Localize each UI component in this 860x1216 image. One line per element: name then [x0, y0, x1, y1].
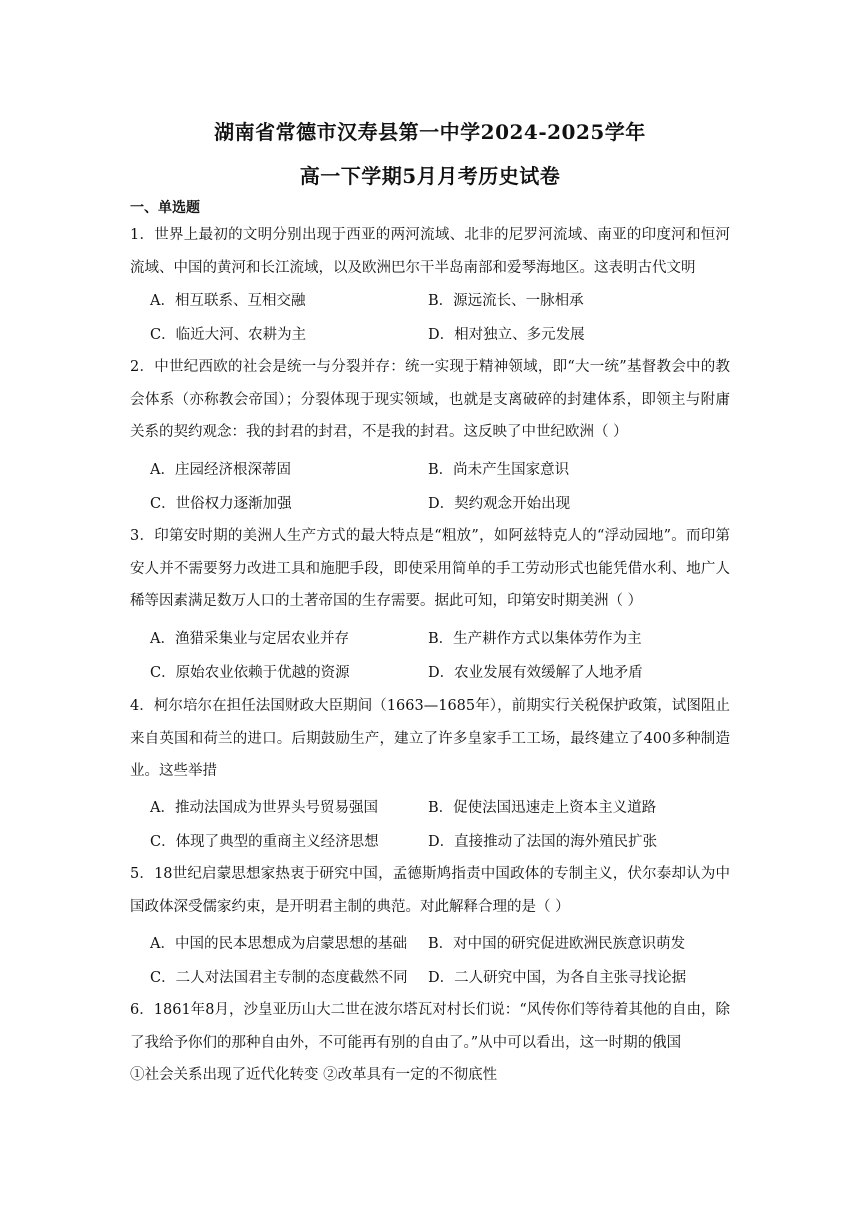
question-2-options — [150, 453, 740, 521]
option-a: A．庄园经济根深蒂固 — [150, 462, 291, 478]
option-b: B．对中国的研究促进欧洲民族意识萌发 — [428, 936, 686, 952]
option-b: B．生产耕作方式以集体劳作为主 — [428, 631, 642, 647]
question-4-stem: 4．柯尔培尔在担任法国财政大臣期间（1663—1685年），前期实行关税保护政策，试图阻止来自英国和荷兰的进口。后期鼓励生产，建立了许多皇家手工工场，最终建立了400多种制造业。这些举措 — [130, 698, 730, 779]
option-c: C．原始农业依赖于优越的资源 — [150, 665, 350, 681]
option-b: B．尚未产生国家意识 — [428, 462, 570, 478]
question-3-options — [150, 622, 740, 690]
question-3-stem: 3．印第安时期的美洲人生产方式的最大特点是“粗放”，如阿兹特克人的“浮动园地”。而印第安人并不需要努力改进工具和施肥手段，即使采用简单的手工劳动形式也能凭借水利、地广人稀等因素满足数万人口的土著帝国的生存需要。据此可知，印第安时期美洲（ ） — [130, 528, 730, 609]
exam-title-line2: 高一下学期5月月考历史试卷 — [299, 164, 561, 188]
option-d: D．二人研究中国，为各自主张寻找论据 — [428, 970, 687, 986]
question-1-stem: 1．世界上最初的文明分别出现于西亚的两河流域、北非的尼罗河流域、南亚的印度河和恒河流域、中国的黄河和长江流域，以及欧洲巴尔干半岛南部和爱琴海地区。这表明古代文明 — [130, 227, 730, 276]
option-d: D．农业发展有效缓解了人地矛盾 — [428, 665, 643, 681]
question-5-options — [150, 927, 740, 995]
option-d: D．相对独立、多元发展 — [428, 327, 585, 343]
question-2-stem: 2．中世纪西欧的社会是统一与分裂并存：统一实现于精神领域，即“大一统”基督教会中的教会体系（亦称教会帝国）；分裂体现于现实领域，也就是支离破碎的封建体系，即领主与附庸关系的契约观念：我的封君的封君，不是我的封君。这反映了中世纪欧洲（ ） — [130, 359, 730, 440]
option-b: B．源远流长、一脉相承 — [428, 293, 584, 309]
question-5-stem: 5．18世纪启蒙思想家热衷于研究中国，孟德斯鸠指责中国政体的专制主义，伏尔泰却认为中国政体深受儒家约束，是开明君主制的典范。对此解释合理的是（ ） — [130, 866, 730, 915]
option-c: C．临近大河、农耕为主 — [150, 327, 307, 343]
section-heading: 一、单选题 — [130, 200, 200, 216]
option-a: A．中国的民本思想成为启蒙思想的基础 — [150, 936, 407, 952]
question-6-stem: 6．1861年8月，沙皇亚历山大二世在波尔塔瓦对村长们说：“风传你们等待着其他的自由，除了我给予你们的那种自由外，不可能再有别的自由了。”从中可以看出，这一时期的俄国 — [130, 1002, 730, 1051]
option-c: C．二人对法国君主专制的态度截然不同 — [150, 970, 408, 986]
option-c: C．体现了典型的重商主义经济思想 — [150, 834, 379, 850]
option-d: D．契约观念开始出现 — [428, 496, 571, 512]
option-d: D．直接推动了法国的海外殖民扩张 — [428, 834, 658, 850]
exam-title-line1: 湖南省常德市汉寿县第一中学2024-2025学年 — [214, 120, 646, 144]
option-c: C．世俗权力逐渐加强 — [150, 496, 292, 512]
question-4-options — [150, 791, 740, 859]
option-a: A．推动法国成为世界头号贸易强国 — [150, 800, 378, 816]
question-6-items: ①社会关系出现了近代化转变 ②改革具有一定的不彻底性 — [130, 1067, 498, 1083]
question-1-options — [150, 284, 740, 352]
option-b: B．促使法国迅速走上资本主义道路 — [428, 800, 657, 816]
option-a: A．相互联系、互相交融 — [150, 293, 306, 309]
option-a: A．渔猎采集业与定居农业并存 — [150, 631, 349, 647]
